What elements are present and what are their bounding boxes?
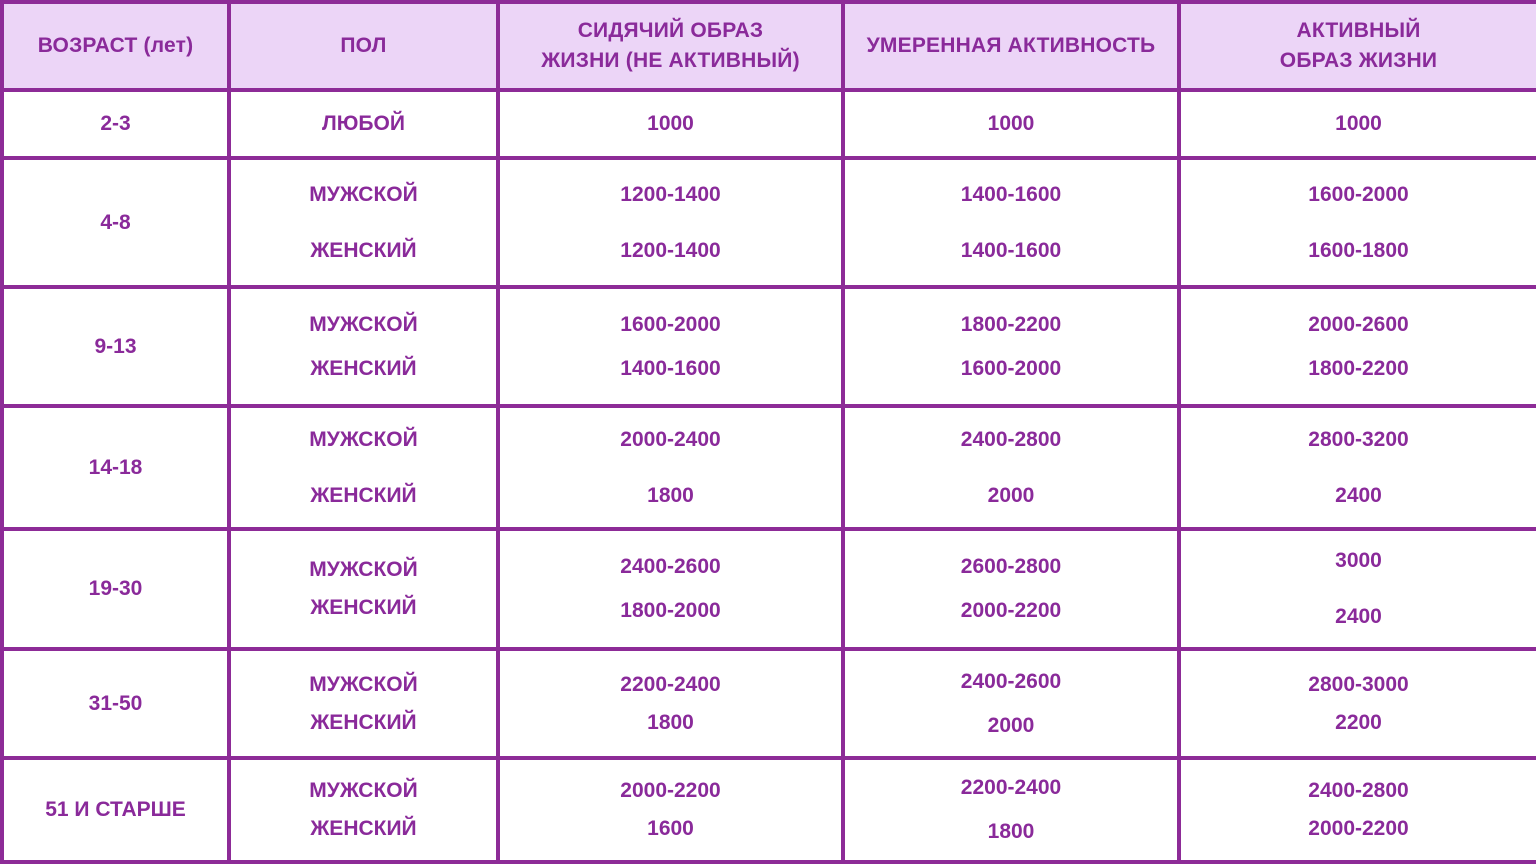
header-sex: ПОЛ (229, 2, 498, 90)
table-row (2, 529, 1536, 649)
sedentary-value: 1800 (647, 710, 694, 734)
active-value: 1000 (1335, 112, 1382, 135)
moderate-cell (843, 649, 1179, 758)
moderate-value: 2600-2800 (960, 555, 1062, 578)
age-cell: 4-8 (2, 158, 229, 287)
sedentary-value: 2000-2400 (620, 427, 721, 451)
moderate-cell (843, 406, 1179, 529)
sex-cell (229, 158, 498, 287)
active-value: 2200 (1335, 710, 1382, 734)
sex-value: ЖЕНСКИЙ (310, 710, 417, 734)
sedentary-value: 2400-2600 (620, 555, 721, 578)
moderate-cell (843, 529, 1179, 649)
table-row (2, 287, 1536, 406)
moderate-value: 1800-2200 (960, 312, 1062, 336)
active-value: 2800-3200 (1308, 427, 1409, 451)
moderate-value: 2400-2800 (960, 427, 1062, 451)
active-cell (1179, 287, 1536, 406)
sex-cell (229, 758, 498, 862)
age-cell: 14-18 (2, 406, 229, 529)
sedentary-cell (498, 90, 843, 158)
active-value: 2400-2800 (1308, 779, 1409, 802)
moderate-value: 1000 (987, 112, 1035, 135)
table-header (2, 2, 1536, 90)
moderate-cell (843, 158, 1179, 287)
active-cell (1179, 406, 1536, 529)
moderate-cell (843, 287, 1179, 406)
moderate-value: 2400-2600 (960, 669, 1062, 693)
sedentary-cell (498, 287, 843, 406)
age-cell: 51 И СТАРШЕ (2, 758, 229, 862)
sex-value: МУЖСКОЙ (309, 779, 418, 802)
sex-cell (229, 287, 498, 406)
age-cell: 2-3 (2, 90, 229, 158)
age-cell: 19-30 (2, 529, 229, 649)
sedentary-cell (498, 158, 843, 287)
header-age: ВОЗРАСТ (лет) (2, 2, 229, 90)
header-active (1179, 2, 1536, 90)
moderate-value: 1400-1600 (960, 182, 1062, 206)
sedentary-value: 1600 (647, 817, 694, 840)
sex-value: МУЖСКОЙ (309, 182, 418, 206)
moderate-value: 2000 (987, 483, 1035, 507)
sedentary-cell (498, 649, 843, 758)
sex-value: МУЖСКОЙ (309, 312, 418, 336)
sex-value: ЖЕНСКИЙ (310, 238, 417, 262)
age-cell: 9-13 (2, 287, 229, 406)
sex-value: ЛЮБОЙ (322, 112, 405, 135)
active-cell (1179, 158, 1536, 287)
active-value: 1600-2000 (1308, 182, 1409, 206)
sex-cell (229, 649, 498, 758)
sex-value: МУЖСКОЙ (309, 427, 418, 451)
sedentary-value: 1200-1400 (620, 238, 721, 262)
moderate-cell (843, 758, 1179, 862)
sex-value: ЖЕНСКИЙ (310, 817, 417, 840)
sex-cell (229, 406, 498, 529)
sex-value: ЖЕНСКИЙ (310, 356, 417, 380)
sex-value: МУЖСКОЙ (309, 672, 418, 696)
table-row (2, 158, 1536, 287)
active-value: 2000-2200 (1308, 817, 1409, 840)
age-cell: 31-50 (2, 649, 229, 758)
moderate-value: 2000-2200 (960, 599, 1062, 622)
sedentary-value: 2000-2200 (620, 779, 721, 802)
active-value: 2400 (1335, 605, 1382, 628)
table-row (2, 758, 1536, 862)
active-value: 2000-2600 (1308, 312, 1409, 336)
active-cell (1179, 90, 1536, 158)
moderate-value: 2000 (987, 713, 1035, 737)
moderate-cell (843, 90, 1179, 158)
active-value: 3000 (1335, 549, 1382, 572)
header-moderate: УМЕРЕННАЯ АКТИВНОСТЬ (843, 2, 1179, 90)
sedentary-value: 1800-2000 (620, 599, 721, 622)
active-cell (1179, 529, 1536, 649)
active-value: 1600-1800 (1308, 238, 1409, 262)
active-cell (1179, 758, 1536, 862)
sex-value: ЖЕНСКИЙ (310, 596, 417, 619)
active-value: 2800-3000 (1308, 672, 1409, 696)
table-row (2, 90, 1536, 158)
table-row (2, 649, 1536, 758)
sedentary-value: 1200-1400 (620, 182, 721, 206)
moderate-value: 2200-2400 (960, 776, 1062, 799)
sedentary-cell (498, 406, 843, 529)
sedentary-value: 1800 (647, 483, 694, 507)
header-sedentary (498, 2, 843, 90)
sedentary-value: 1600-2000 (620, 312, 721, 336)
table-body (2, 90, 1536, 862)
sex-value: МУЖСКОЙ (309, 558, 418, 581)
sex-cell (229, 529, 498, 649)
active-value: 2400 (1335, 483, 1382, 507)
moderate-value: 1600-2000 (960, 356, 1062, 380)
active-value: 1800-2200 (1308, 356, 1409, 380)
header-row (2, 2, 1536, 90)
sedentary-value: 1400-1600 (620, 356, 721, 380)
sedentary-cell (498, 758, 843, 862)
sex-value: ЖЕНСКИЙ (310, 483, 417, 507)
sedentary-value: 1000 (647, 112, 694, 135)
moderate-value: 1400-1600 (960, 238, 1062, 262)
header-active-label: АКТИВНЫЙ ОБРАЗ ЖИЗНИ (1279, 19, 1438, 72)
moderate-value: 1800 (987, 820, 1035, 843)
table-row (2, 406, 1536, 529)
active-cell (1179, 649, 1536, 758)
sex-cell (229, 90, 498, 158)
sedentary-cell (498, 529, 843, 649)
sedentary-value: 2200-2400 (620, 672, 721, 696)
header-sedentary-label: СИДЯЧИЙ ОБРАЗ ЖИЗНИ (НЕ АКТИВНЫЙ) (541, 19, 800, 72)
